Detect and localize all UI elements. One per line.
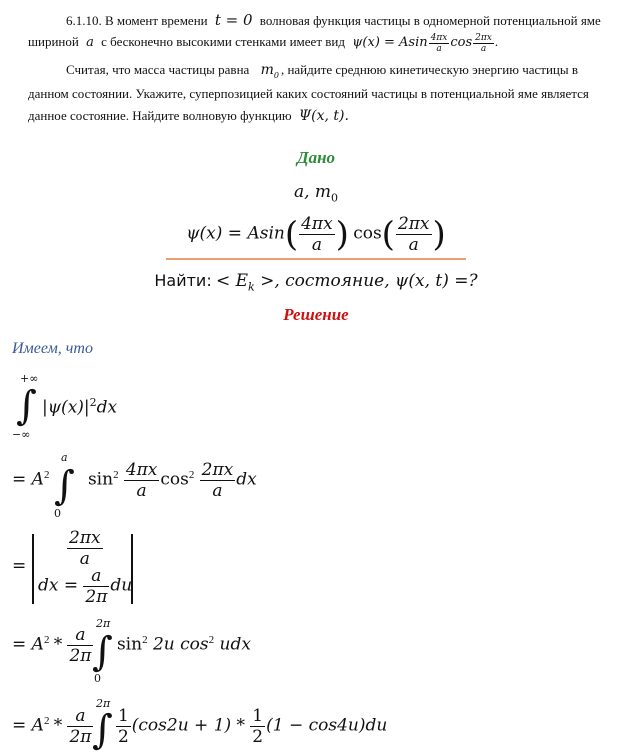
problem-line-3: Считая, что масса частицы равна $m_0$ , найдите среднюю кинетическую энергию частицы в xyxy=(66,62,578,80)
int4-lower-limit: 0 xyxy=(94,672,101,685)
step-5: = $A^2$ * $\frac{a}{2\pi}$ $\frac{1}{2}$ (cos2u + 1) * $\frac{1}{2}$ (1 − cos4u)du xyxy=(12,706,388,747)
cos-word: cos xyxy=(450,35,473,50)
integral-sign-5: ∫ xyxy=(92,707,113,753)
step-3-equals: = xyxy=(12,556,27,576)
int4-upper-limit: 2π xyxy=(96,617,111,630)
given-psi-formula: ψ(x) = Asin( $\frac{4\pi x}{a}$ ) cos( $\frac{2\pi x}{a}$ ) xyxy=(186,214,446,255)
find-line: Найти: < $E_k$ >, состояние, ψ(x, t) =? xyxy=(154,271,478,294)
integral-sign-2: ∫ xyxy=(54,463,75,509)
given-vars: a, $m_0$ xyxy=(293,182,339,205)
given-frac-4pix: $\frac{4\pi x}{a}$ xyxy=(301,214,333,255)
given-header: Дано xyxy=(296,148,336,167)
psi-definition: ψ(x) = Asin xyxy=(352,35,428,50)
problem-line-1: 6.1.10. В момент времени t = 0 волновая функция частицы в одномерной потенциальной яме xyxy=(66,11,601,29)
int2-lower-limit: 0 xyxy=(54,507,61,520)
int1-upper-limit: +∞ xyxy=(20,372,39,385)
subst-top-frac: $\frac{2\pi x}{a}$ xyxy=(69,528,101,569)
m0-symbol: $m_0$ xyxy=(260,62,279,80)
integrand-1: $|\psi(x)|^2dx$ xyxy=(42,396,118,418)
step2-frac-4pix: $\frac{4\pi x}{a}$ xyxy=(125,460,158,501)
problem-line-4: данном состоянии. Укажите, суперпозицией каких состояний частицы в потенциальной яме является xyxy=(28,86,589,101)
subst-left-bar xyxy=(32,534,34,604)
problem-line-2: шириной a с бесконечно высокими стенками имеет вид ψ(x) = Asin $\frac{4\pi x}{a}$ cos $\frac{2\pi x}{a}$ . xyxy=(28,32,499,54)
problem-statement xyxy=(28,8,612,126)
fraction-4pix-over-a: $\frac{4\pi x}{a}$ xyxy=(430,32,448,54)
fraction-2pix-over-a: $\frac{2\pi x}{a}$ xyxy=(475,32,492,54)
integral-sign-1: ∫ xyxy=(16,383,37,429)
given-divider xyxy=(166,258,466,260)
int1-lower-limit: −∞ xyxy=(12,428,31,441)
solution-header: Решение xyxy=(283,305,349,324)
a-symbol: a xyxy=(86,35,94,50)
int2-upper-limit: a xyxy=(61,451,68,464)
psi-x-t: Ψ(x, t). xyxy=(298,108,349,124)
given-frac-2pix: $\frac{2\pi x}{a}$ xyxy=(397,214,430,255)
step-2: = $A^2$ $\sin^2$ $\frac{4\pi x}{a}$ $\cos^2$ $\frac{2\pi x}{a}$ dx xyxy=(12,460,257,501)
problem-line-5: данное состояние. Найдите волновую функцию Ψ(x, t). xyxy=(28,108,349,124)
step-4: = $A^2$ * $\frac{a}{2\pi}$ $\sin^2 2u$ $\cos^2$ udx xyxy=(12,625,251,666)
int5-upper-limit: 2π xyxy=(96,697,111,710)
solution-intro: Имеем, что xyxy=(12,340,93,357)
integral-sign-4: ∫ xyxy=(92,629,113,675)
t-equals-zero: t = 0 xyxy=(214,11,253,29)
subst-dx-line: dx = $\frac{a}{2\pi}$ du xyxy=(38,566,133,607)
step2-frac-2pix: $\frac{2\pi x}{a}$ xyxy=(201,460,234,501)
